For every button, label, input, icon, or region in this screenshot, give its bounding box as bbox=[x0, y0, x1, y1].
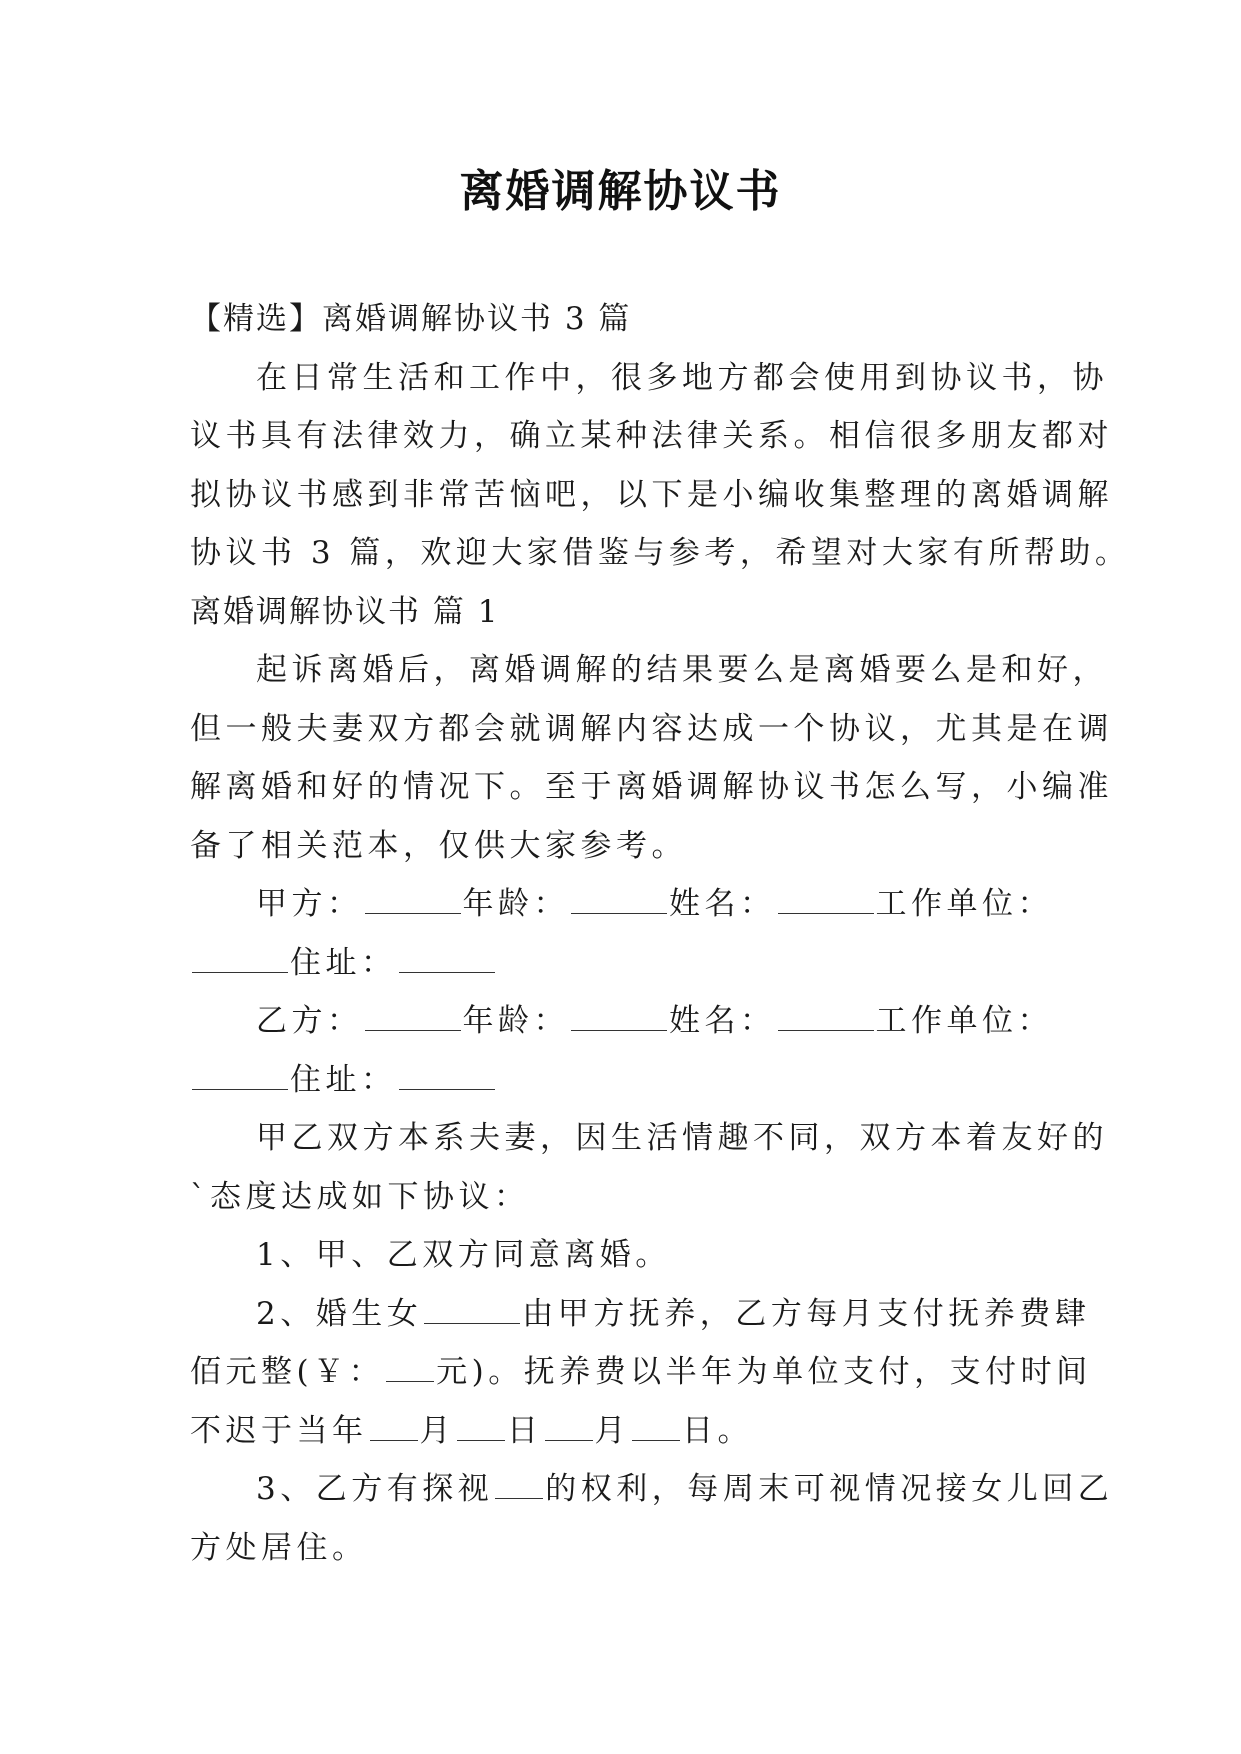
paragraph-line: 起诉离婚后，离婚调解的结果要么是离婚要么是和好， bbox=[256, 652, 1108, 688]
party-a-work-label: 工作单位： bbox=[875, 886, 1053, 922]
clause-3-text: 3、乙方有探视 bbox=[256, 1471, 494, 1507]
party-a-label: 甲方： bbox=[256, 886, 363, 922]
blank-field bbox=[399, 1063, 495, 1090]
blank-field bbox=[495, 1472, 543, 1499]
party-b-line bbox=[190, 992, 1070, 1051]
paragraph-line: 解离婚和好的情况下。至于离婚调解协议书怎么写，小编准 bbox=[190, 769, 1113, 805]
clause-2-text: 月 bbox=[594, 1412, 630, 1449]
intro-line: 议书具有法律效力，确立某种法律关系。相信很多朋友都对 bbox=[190, 418, 1113, 454]
clause-3-text: 的权利，每周末可视情况接女儿回乙 bbox=[545, 1471, 1114, 1507]
blank-field bbox=[370, 1414, 418, 1441]
blank-field bbox=[386, 1355, 434, 1382]
party-a-line bbox=[190, 875, 1070, 934]
party-b-age-label: 年龄： bbox=[462, 1003, 569, 1039]
intro-line: 在日常生活和工作中，很多地方都会使用到协议书，协 bbox=[256, 359, 1108, 396]
blank-field bbox=[545, 1414, 593, 1441]
clause-3-line bbox=[190, 1460, 1114, 1519]
blank-field bbox=[571, 1004, 667, 1031]
paragraph-line: 备了相关范本，仅供大家参考。 bbox=[190, 827, 687, 864]
document-subtitle: 【精选】离婚调解协议书 3 篇 bbox=[190, 301, 632, 337]
clause-2-text: 不迟于当年 bbox=[190, 1412, 368, 1449]
clause-2-text: 元)。抚养费以半年为单位支付，支付时间 bbox=[436, 1354, 1092, 1390]
blank-field bbox=[192, 1063, 288, 1090]
party-a-address-label: 住址： bbox=[290, 944, 397, 981]
blank-field bbox=[365, 887, 461, 914]
blank-field bbox=[424, 1297, 520, 1324]
clause-2-text: 由甲方抚养，乙方每月支付抚养费肆 bbox=[522, 1295, 1091, 1332]
blank-field bbox=[399, 946, 495, 973]
document-body bbox=[190, 290, 1131, 1577]
clause-2-text: 月 bbox=[419, 1412, 455, 1449]
clause-2-text: 日 bbox=[507, 1412, 543, 1449]
party-b-address-label: 住址： bbox=[290, 1061, 397, 1098]
blank-field bbox=[571, 887, 667, 914]
clause-2-text: 佰元整(￥： bbox=[190, 1354, 385, 1390]
clause-1: 1、甲、乙双方同意离婚。 bbox=[256, 1237, 671, 1273]
blank-field bbox=[457, 1414, 505, 1441]
intro-line: 协议书 3 篇，欢迎大家借鉴与参考，希望对大家有所帮助。 bbox=[190, 535, 1131, 571]
party-a-address-line bbox=[190, 934, 1070, 993]
blank-field bbox=[632, 1414, 680, 1441]
agreement-intro-line: 甲乙双方本系夫妻，因生活情趣不同，双方本着友好的 bbox=[256, 1120, 1108, 1156]
paragraph-line: 但一般夫妻双方都会就调解内容达成一个协议，尤其是在调 bbox=[190, 710, 1113, 747]
intro-line: 拟协议书感到非常苦恼吧，以下是小编收集整理的离婚调解 bbox=[190, 476, 1113, 513]
party-b-label: 乙方： bbox=[256, 1003, 363, 1039]
blank-field bbox=[778, 1004, 874, 1031]
clause-2-line bbox=[190, 1343, 1092, 1402]
document-title: 离婚调解协议书 bbox=[459, 166, 782, 217]
agreement-intro-line: `态度达成如下协议： bbox=[190, 1178, 530, 1215]
party-b-name-label: 姓名： bbox=[669, 1003, 776, 1039]
party-b-address-line bbox=[190, 1051, 1070, 1110]
clause-2-text: 日。 bbox=[682, 1412, 753, 1449]
section-heading: 离婚调解协议书 篇 1 bbox=[190, 593, 500, 630]
party-a-name-label: 姓名： bbox=[669, 886, 776, 922]
clause-2-line bbox=[190, 1285, 1091, 1344]
clause-2-text: 2、婚生女 bbox=[256, 1295, 423, 1332]
party-a-age-label: 年龄： bbox=[462, 886, 569, 922]
clause-2-line bbox=[190, 1402, 1070, 1461]
blank-field bbox=[192, 946, 288, 973]
clause-3-line: 方处居住。 bbox=[190, 1529, 368, 1566]
blank-field bbox=[778, 887, 874, 914]
party-b-work-label: 工作单位： bbox=[875, 1003, 1053, 1039]
blank-field bbox=[365, 1004, 461, 1031]
